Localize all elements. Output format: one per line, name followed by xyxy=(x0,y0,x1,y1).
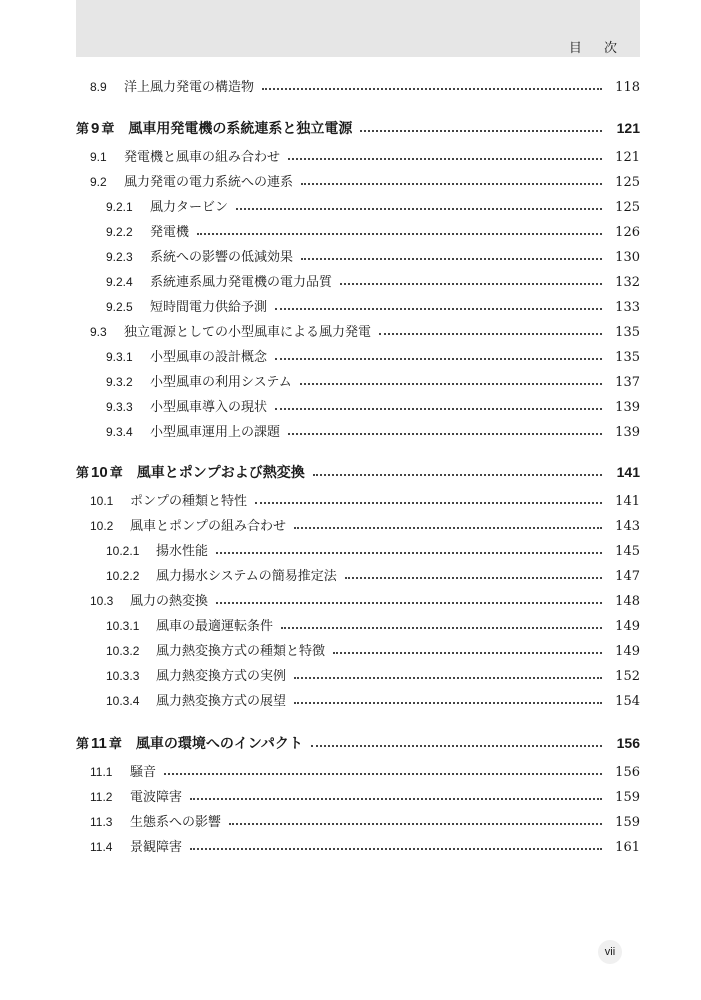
toc-entry[interactable]: 9.2.2 発電機 126 xyxy=(106,225,640,240)
chapter-label: 第 11 章 xyxy=(76,735,122,752)
toc-entry[interactable]: 10.1 ポンプの種類と特性 141 xyxy=(90,494,640,509)
toc-entry[interactable]: 10.2 風車とポンプの組み合わせ 143 xyxy=(90,519,640,534)
toc-entry[interactable]: 9.3.4 小型風車運用上の課題 139 xyxy=(106,425,640,440)
toc-entry[interactable]: 10.3 風力の熱変換 148 xyxy=(90,594,640,609)
folio-page-number: vii xyxy=(598,940,622,964)
toc-chapter-11[interactable] xyxy=(76,733,640,753)
leader-dots xyxy=(262,88,602,90)
toc-entry[interactable]: 10.3.1 風車の最適運転条件 149 xyxy=(106,619,640,634)
toc-entry[interactable]: 11.4 景観障害 161 xyxy=(90,840,640,855)
page-number: 118 xyxy=(615,80,640,95)
section-number: 8.9 xyxy=(90,80,107,94)
toc-entry[interactable]: 9.3.1 小型風車の設計概念 135 xyxy=(106,350,640,365)
chapter-title: 風車用発電機の系統連系と独立電源 xyxy=(128,120,353,136)
leader-dots xyxy=(360,130,602,132)
table-of-contents xyxy=(76,0,640,1000)
toc-entry[interactable]: 9.3.3 小型風車導入の現状 139 xyxy=(106,400,640,415)
toc-entry[interactable]: 10.3.2 風力熱変換方式の種類と特徴 149 xyxy=(106,644,640,659)
chapter-title: 風車とポンプおよび熱変換 xyxy=(136,464,305,480)
toc-entry[interactable]: 11.3 生態系への影響 159 xyxy=(90,815,640,830)
header-title: 目 次 xyxy=(568,41,626,56)
toc-entry[interactable]: 9.2.1 風力タービン 125 xyxy=(106,200,640,215)
toc-entry[interactable]: 9.3.2 小型風車の利用システム 137 xyxy=(106,375,640,390)
toc-entry[interactable]: 9.2 風力発電の電力系統への連系 125 xyxy=(90,175,640,190)
toc-entry[interactable]: 10.2.2 風力揚水システムの簡易推定法 147 xyxy=(106,569,640,584)
chapter-label: 第 9 章 xyxy=(76,120,115,137)
page-number: 156 xyxy=(616,735,640,751)
toc-entry[interactable]: 9.2.5 短時間電力供給予測 133 xyxy=(106,300,640,315)
toc-entry[interactable]: 10.3.3 風力熱変換方式の実例 152 xyxy=(106,669,640,684)
leader-dots xyxy=(313,474,602,476)
toc-entry[interactable]: 9.2.4 系統連系風力発電機の電力品質 132 xyxy=(106,275,640,290)
toc-entry-8-9[interactable] xyxy=(76,76,640,96)
chapter-title: 風車の環境へのインパクト xyxy=(135,735,303,751)
toc-entry[interactable]: 10.3.4 風力熱変換方式の展望 154 xyxy=(106,694,640,709)
toc-entry[interactable]: 9.2.3 系統への影響の低減効果 130 xyxy=(106,250,640,265)
toc-entry[interactable]: 10.2.1 揚水性能 145 xyxy=(106,544,640,559)
toc-chapter-9[interactable] xyxy=(76,118,640,138)
page-number: 121 xyxy=(616,120,640,136)
leader-dots xyxy=(311,745,602,747)
toc-chapter-10[interactable] xyxy=(76,462,640,482)
chapter-label: 第 10 章 xyxy=(76,464,123,481)
toc-entry[interactable]: 9.3 独立電源としての小型風車による風力発電 135 xyxy=(90,325,640,340)
toc-entry[interactable]: 11.2 電波障害 159 xyxy=(90,790,640,805)
section-title: 洋上風力発電の構造物 xyxy=(124,80,255,95)
toc-entry[interactable]: 11.1 騒音 156 xyxy=(90,765,640,780)
toc-entry[interactable]: 9.1 発電機と風車の組み合わせ 121 xyxy=(90,150,640,165)
page-number: 141 xyxy=(616,464,640,480)
